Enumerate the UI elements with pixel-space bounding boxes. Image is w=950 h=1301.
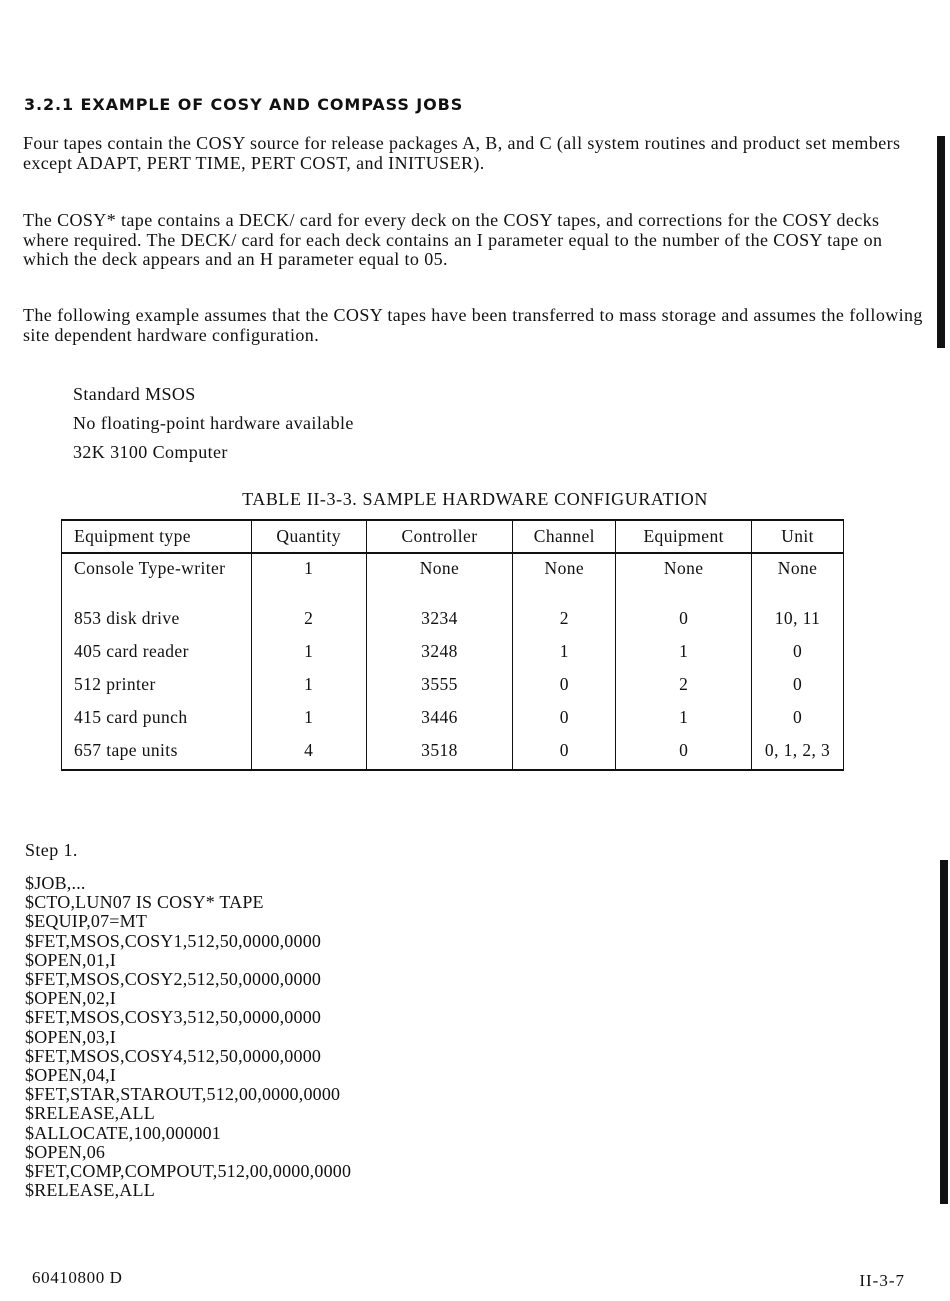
table-cell: 0, 1, 2, 3 [752, 736, 844, 770]
table-cell: None [513, 553, 616, 604]
config-item: No floating-point hardware available [73, 413, 354, 433]
code-line: $OPEN,02,I [25, 988, 116, 1009]
table-title: TABLE II-3-3. SAMPLE HARDWARE CONFIGURATION [242, 489, 708, 509]
paragraph-cosy-star-tape: The COSY* tape contains a DECK/ card for every deck on the COSY tapes, and corrections for the COSY decks where required. The DECK/ card for each deck contains an I parameter equal to the number of the COSY tape on which the deck appears and an H parameter equal to 05. [23, 210, 883, 269]
column-header: Equipment [616, 520, 752, 553]
table-cell: 3555 [366, 670, 513, 703]
config-item: Standard MSOS [73, 384, 196, 404]
column-header: Controller [366, 520, 513, 553]
change-bar [940, 860, 948, 1204]
table-cell: 0 [513, 703, 616, 736]
code-line: $EQUIP,07=MT [25, 911, 148, 932]
table-cell: 0 [616, 736, 752, 770]
table-cell: 4 [251, 736, 366, 770]
code-line: $CTO,LUN07 IS COSY* TAPE [25, 892, 264, 913]
job-control-listing [25, 874, 351, 1200]
table-row [62, 736, 844, 770]
column-header: Channel [513, 520, 616, 553]
table-cell: 0 [513, 736, 616, 770]
table-cell: 2 [513, 604, 616, 637]
page-number: II-3-7 [859, 1271, 905, 1290]
code-line: $FET,MSOS,COSY2,512,50,0000,0000 [25, 969, 322, 990]
code-line: $OPEN,04,I [25, 1065, 116, 1086]
table-cell: 1 [616, 637, 752, 670]
table-cell: 415 card punch [62, 703, 252, 736]
step-label: Step 1. [25, 840, 78, 860]
table-cell: 3446 [366, 703, 513, 736]
table-cell: 853 disk drive [62, 604, 252, 637]
table-cell: 2 [616, 670, 752, 703]
code-line: $FET,MSOS,COSY4,512,50,0000,0000 [25, 1045, 322, 1066]
table-cell: 0 [513, 670, 616, 703]
change-bar [937, 136, 945, 348]
table-cell: None [752, 553, 844, 604]
table-cell: 0 [752, 703, 844, 736]
table-row [62, 604, 844, 637]
table-cell: 0 [616, 604, 752, 637]
table-cell: 3234 [366, 604, 513, 637]
table-cell: 0 [752, 637, 844, 670]
table-row [62, 637, 844, 670]
table-cell: 1 [513, 637, 616, 670]
table-cell: 1 [616, 703, 752, 736]
code-line: $FET,MSOS,COSY3,512,50,0000,0000 [25, 1007, 322, 1028]
paragraph-example-assumptions: The following example assumes that the COSY tapes have been transferred to mass storage and assumes the following site dependent hardware configuration. [23, 305, 923, 345]
table-cell: 1 [251, 703, 366, 736]
table-header-row [62, 520, 844, 553]
table-row [62, 553, 844, 604]
column-header: Quantity [251, 520, 366, 553]
table-cell: 657 tape units [62, 736, 252, 770]
code-line: $FET,MSOS,COSY1,512,50,0000,0000 [25, 930, 322, 951]
code-line: $ALLOCATE,100,000001 [25, 1122, 221, 1143]
table-row [62, 703, 844, 736]
table-cell: 3518 [366, 736, 513, 770]
code-line: $OPEN,01,I [25, 949, 116, 970]
table-cell: 1 [251, 670, 366, 703]
table-cell: 2 [251, 604, 366, 637]
table-cell: 1 [251, 553, 366, 604]
table-cell: 512 printer [62, 670, 252, 703]
table-cell: 10, 11 [752, 604, 844, 637]
code-line: $OPEN,03,I [25, 1026, 116, 1047]
code-line: $RELEASE,ALL [25, 1180, 155, 1201]
paragraph-cosy-tapes: Four tapes contain the COSY source for release packages A, B, and C (all system routines and product set members except ADAPT, PERT TIME, PERT COST, and INITUSER). [23, 133, 901, 173]
table-cell: None [616, 553, 752, 604]
code-line: $OPEN,06 [25, 1141, 106, 1162]
code-line: $JOB,... [25, 873, 86, 893]
table-cell: 0 [752, 670, 844, 703]
table-row [62, 670, 844, 703]
code-line: $FET,STAR,STAROUT,512,00,0000,0000 [25, 1084, 341, 1105]
code-line: $FET,COMP,COMPOUT,512,00,0000,0000 [25, 1161, 352, 1182]
table-cell: Console Type-writer [62, 553, 252, 604]
config-item: 32K 3100 Computer [73, 442, 228, 462]
column-header: Equipment type [62, 520, 252, 553]
table-cell: None [366, 553, 513, 604]
hardware-config-table [61, 519, 844, 771]
code-line: $RELEASE,ALL [25, 1103, 155, 1124]
column-header: Unit [752, 520, 844, 553]
table-cell: 405 card reader [62, 637, 252, 670]
section-heading: 3.2.1 EXAMPLE OF COSY AND COMPASS JOBS [24, 95, 464, 114]
document-number: 60410800 D [32, 1268, 123, 1287]
table-cell: 1 [251, 637, 366, 670]
table-cell: 3248 [366, 637, 513, 670]
